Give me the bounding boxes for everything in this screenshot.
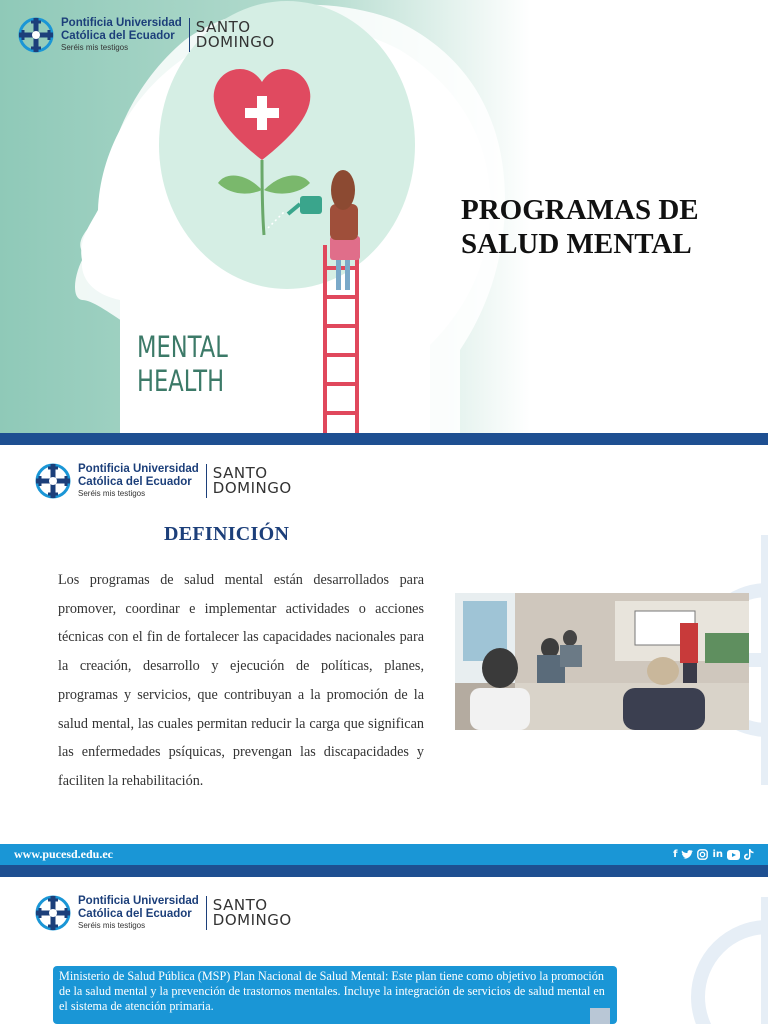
social-icons <box>673 849 754 860</box>
title-line-1: PROGRAMAS DE <box>461 194 699 226</box>
info-callout-box <box>53 966 617 1024</box>
decorative-emblem-watermark <box>688 897 768 1024</box>
logo-text <box>61 17 182 53</box>
facebook-icon[interactable]: f <box>673 849 678 860</box>
slide-divider <box>0 865 768 877</box>
tiktok-icon[interactable] <box>744 849 754 860</box>
logo-separator <box>206 896 207 930</box>
university-emblem-icon <box>17 16 55 54</box>
logo-separator <box>189 18 190 52</box>
university-emblem-icon <box>34 462 72 500</box>
slide-title <box>461 193 761 261</box>
slide-divider <box>0 433 768 445</box>
caption-line-1: MENTAL <box>137 330 228 364</box>
logo-tagline: Seréis mis testigos <box>78 489 146 498</box>
logo-campus-line1: SANTO <box>195 18 251 36</box>
programs-slide <box>0 877 768 1024</box>
logo-separator <box>206 464 207 498</box>
mental-health-caption <box>137 330 228 398</box>
website-link[interactable]: www.pucesd.edu.ec <box>14 847 114 861</box>
logo-text <box>78 895 199 931</box>
logo-campus-line1: SANTO <box>212 896 268 914</box>
logo-text <box>78 463 199 499</box>
logo-campus-line2: DOMINGO <box>212 479 292 497</box>
instagram-icon[interactable] <box>697 849 708 860</box>
logo-tagline: Seréis mis testigos <box>78 921 146 930</box>
mental-health-illustration <box>0 0 530 433</box>
university-logo <box>34 462 292 500</box>
footer-bar <box>0 844 768 865</box>
caption-line-2: HEALTH <box>137 364 225 398</box>
decorative-chip <box>590 1008 610 1024</box>
logo-university-line2: Católica del Ecuador <box>61 30 175 42</box>
university-logo <box>34 894 292 932</box>
university-emblem-icon <box>34 894 72 932</box>
logo-campus <box>196 20 275 50</box>
logo-campus-line2: DOMINGO <box>212 911 292 929</box>
university-logo <box>17 16 275 54</box>
youtube-icon[interactable] <box>727 850 740 860</box>
logo-campus-line1: SANTO <box>212 464 268 482</box>
logo-campus <box>213 898 292 928</box>
logo-campus <box>213 466 292 496</box>
title-slide <box>0 0 768 433</box>
twitter-icon[interactable] <box>681 850 693 860</box>
logo-university-line2: Católica del Ecuador <box>78 908 192 920</box>
logo-university-line2: Católica del Ecuador <box>78 476 192 488</box>
definition-paragraph: Los programas de salud mental están desarrollados para promover, coordinar e implementar actividades o acciones técnicas con el fin de fortalecer las capacidades nacionales para la creación, desarrollo y ejecución de políticas, planes, programas y servicios, que contribuyan a la promoción de la salud mental, las cuales permitan reducir la carga que significan las enfermedades psíquicas, prevengan las discapacidades y faciliten la rehabilitación. <box>58 572 424 789</box>
definition-slide <box>0 445 768 865</box>
logo-university-line1: Pontificia Universidad <box>61 17 182 29</box>
logo-university-line1: Pontificia Universidad <box>78 463 199 475</box>
linkedin-icon[interactable]: in <box>712 849 723 860</box>
logo-campus-line2: DOMINGO <box>195 33 275 51</box>
section-heading: DEFINICIÓN <box>164 523 290 545</box>
callout-text: Ministerio de Salud Pública (MSP) Plan Nacional de Salud Mental: Este plan tiene como objetivo la promoción de la salud mental y la prevención de trastornos mentales. Incluye la integración de servicios de salud mental en el sistema de atención primaria. <box>59 969 605 1013</box>
title-line-2: SALUD MENTAL <box>461 228 692 260</box>
logo-tagline: Seréis mis testigos <box>61 43 129 52</box>
logo-university-line1: Pontificia Universidad <box>78 895 199 907</box>
community-meeting-photo <box>455 593 749 730</box>
